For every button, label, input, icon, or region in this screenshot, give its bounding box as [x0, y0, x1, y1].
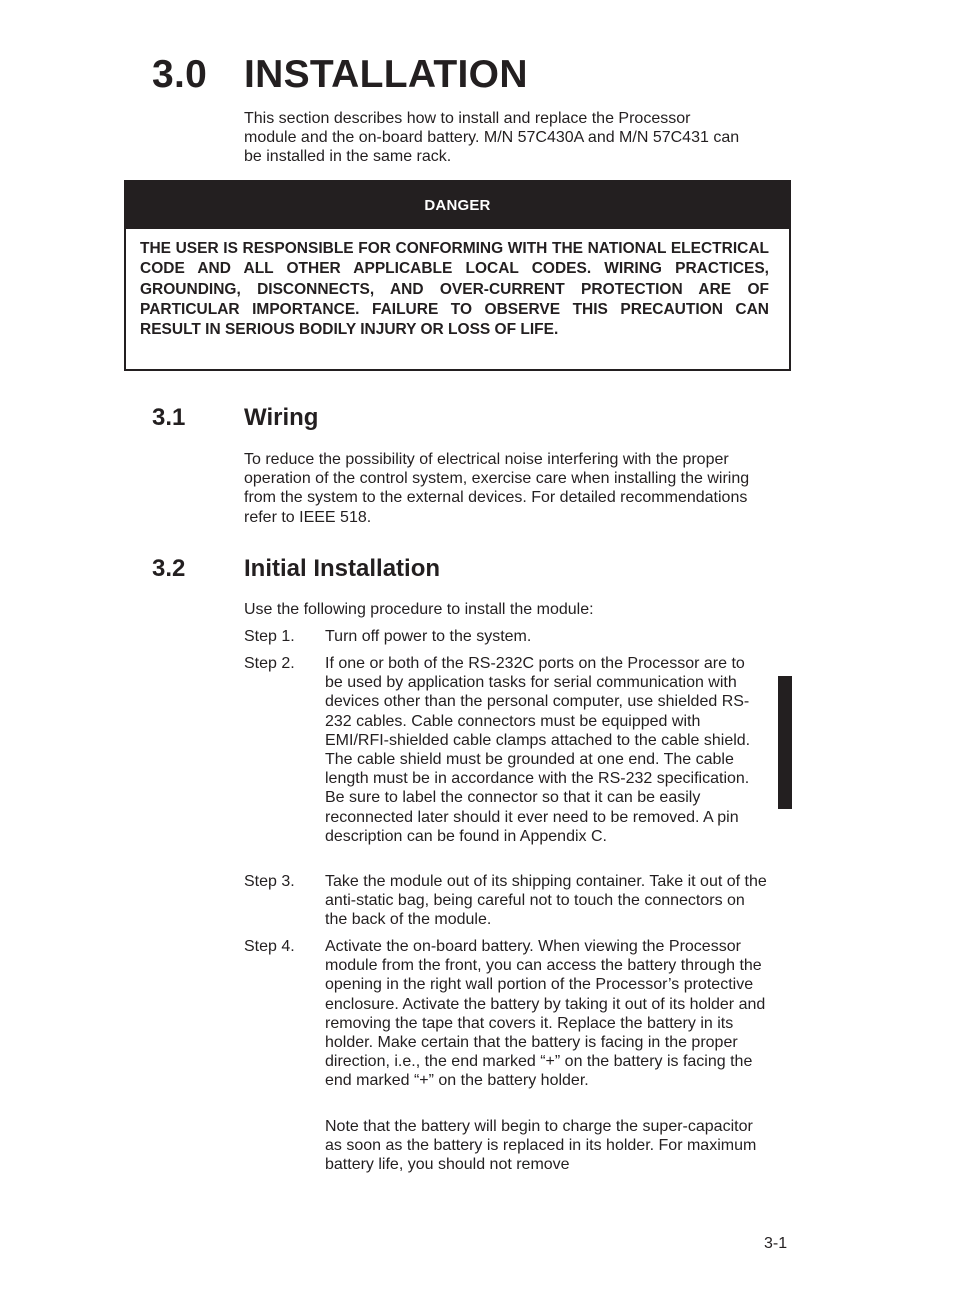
step-item [244, 937, 769, 1091]
step-item [244, 654, 769, 846]
section-number: 3.0 [152, 53, 208, 96]
danger-box [124, 180, 791, 371]
step-label: Step 1. [244, 628, 295, 645]
step-text: Turn off power to the system. [325, 628, 532, 645]
step-label: Step 4. [244, 938, 295, 955]
procedure-intro: Use the following procedure to install the module: [244, 601, 594, 618]
heading-text: Initial Installation [244, 555, 441, 582]
chapter-tab-marker [778, 676, 792, 809]
intro-paragraph: This section describes how to install and replace the Processor module and the on-board battery. M/N 57C430A and M/N 57C431 can be installed in the same rack. [244, 110, 740, 166]
danger-header: DANGER [126, 182, 789, 229]
step-item [244, 627, 769, 646]
heading-wiring [152, 404, 318, 432]
page-title [152, 52, 528, 98]
step-label: Step 2. [244, 655, 295, 672]
heading-number: 3.1 [152, 404, 186, 431]
step-label: Step 3. [244, 873, 295, 890]
step-item [244, 872, 769, 930]
page-number: 3-1 [764, 1235, 788, 1252]
battery-note: Note that the battery will begin to charge the super-capacitor as soon as the battery is replaced in its holder. For maximum battery life, you should not remove [325, 1118, 757, 1174]
step-text: Take the module out of its shipping container. Take it out of the anti-static bag, being careful not to touch the connectors on the back of the module. [325, 873, 767, 929]
section-title: INSTALLATION [244, 53, 528, 96]
danger-text: THE USER IS RESPONSIBLE FOR CONFORMING WITH THE NATIONAL ELECTRICAL CODE AND ALL OTHER APPLICABLE LOCAL CODES. WIRING PRACTICES, GROUNDING, DISCONNECTS, AND OVER-CURRENT PROTECTION ARE OF PARTICULAR IMPORTANCE. FAILURE TO OBSERVE THIS PRECAUTION CAN RESULT IN SERIOUS BODILY INJURY OR LOSS OF LIFE. [140, 240, 769, 339]
step-text: If one or both of the RS-232C ports on the Processor are to be used by application tasks for serial communication with devices other than the personal computer, use shielded RS-232 cables. Cable connectors must be equipped with EMI/RFI-shielded cable clamps attached to the cable shield. The cable shield must be grounded at one end. The cable length must be in accordance with the RS-232 specification. Be sure to label the connector so that it can be easily reconnected later should it ever need to be removed. A pin description can be found in Appendix C. [325, 655, 751, 845]
step-text: Activate the on-board battery. When viewing the Processor module from the front, you can access the battery through the opening in the right wall portion of the Processor’s protective enclosure. Activate the battery by taking it out of its holder and removing the tape that covers it. Replace the battery in its holder. Make certain that the battery is facing in the proper direction, i.e., the end marked “+” on the battery is facing the end marked “+” on the battery holder. [325, 938, 766, 1090]
heading-number: 3.2 [152, 555, 186, 582]
wiring-paragraph: To reduce the possibility of electrical noise interfering with the proper operation of the control system, exercise care when installing the wiring from the system to the external devices. For detailed recommendations refer to IEEE 518. [244, 451, 750, 526]
heading-initial-installation [152, 555, 440, 583]
heading-text: Wiring [244, 404, 319, 431]
